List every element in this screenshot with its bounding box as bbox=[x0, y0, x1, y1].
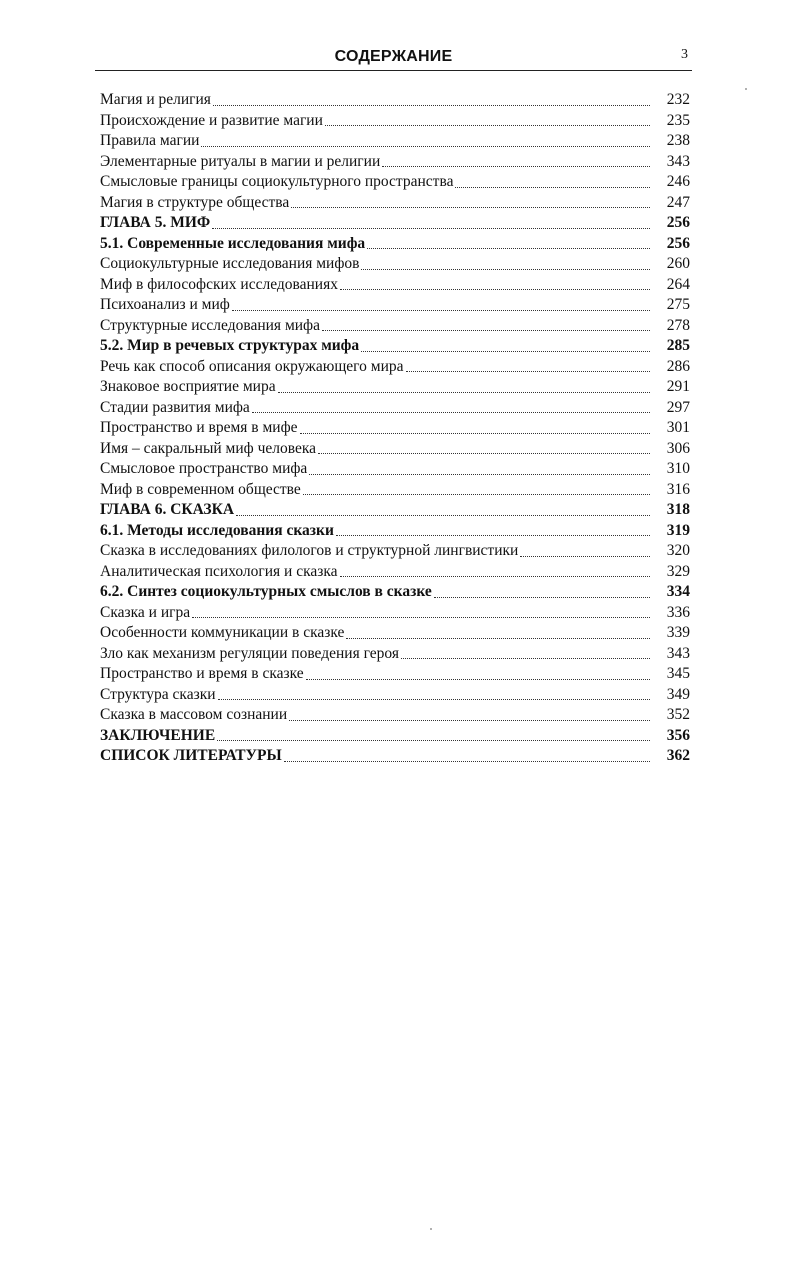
toc-entry bbox=[100, 193, 690, 214]
toc-entry bbox=[100, 480, 690, 501]
toc-entry-title: 6.2. Синтез социокультурных смыслов в сказке bbox=[100, 583, 432, 600]
toc-entry-title: Речь как способ описания окружающего мира bbox=[100, 357, 404, 375]
toc-entry bbox=[100, 398, 690, 419]
toc-heading-entry bbox=[100, 234, 690, 255]
toc-heading-entry bbox=[100, 746, 690, 767]
toc-entry-page: 306 bbox=[666, 439, 690, 457]
toc-entry bbox=[100, 418, 690, 439]
dot-leader bbox=[232, 310, 650, 311]
toc-entry-title: Знаковое восприятие мира bbox=[100, 378, 276, 395]
toc-heading-entry bbox=[100, 582, 690, 603]
toc-entry bbox=[100, 131, 690, 152]
toc-entry bbox=[100, 316, 690, 337]
dot-leader bbox=[434, 597, 650, 598]
toc-entry-page: 318 bbox=[666, 501, 690, 518]
dot-leader bbox=[455, 187, 650, 188]
toc-entry-title: Структурные исследования мифа bbox=[100, 316, 320, 334]
toc-entry-title: Происхождение и развитие магии bbox=[100, 111, 323, 129]
toc-entry-title: Психоанализ и миф bbox=[100, 296, 230, 313]
toc-entry-page: 278 bbox=[666, 316, 690, 334]
dot-leader bbox=[252, 412, 650, 413]
toc-entry-page: 235 bbox=[666, 111, 690, 129]
toc-entry-page: 275 bbox=[666, 296, 690, 313]
dot-leader bbox=[303, 494, 650, 495]
toc-entry-title: Сказка в массовом сознании bbox=[100, 706, 288, 723]
toc-entry bbox=[100, 541, 690, 562]
toc-entry-title: Пространство и время в сказке bbox=[100, 665, 304, 682]
toc-entry-page: 352 bbox=[666, 706, 690, 723]
toc-entry-title: Сказка в исследованиях филологов и структурной лингвистики bbox=[100, 542, 519, 559]
toc-entry-page: 310 bbox=[666, 460, 690, 477]
dot-leader bbox=[201, 146, 650, 147]
dot-leader bbox=[236, 515, 650, 516]
toc-entry-title: ГЛАВА 6. СКАЗКА bbox=[100, 501, 235, 518]
toc-entry-page: 291 bbox=[666, 378, 690, 395]
dot-leader bbox=[306, 679, 650, 680]
toc-entry bbox=[100, 705, 690, 726]
toc-entry-page: 285 bbox=[666, 337, 690, 354]
toc-entry-title: Смысловое пространство мифа bbox=[100, 460, 308, 477]
scan-speck bbox=[745, 88, 747, 90]
toc-entry-page: 319 bbox=[666, 521, 690, 539]
toc-entry-title: Зло как механизм регуляции поведения героя bbox=[100, 644, 399, 662]
running-header bbox=[95, 44, 692, 71]
toc-entry-title: ЗАКЛЮЧЕНИЕ bbox=[100, 726, 216, 744]
toc-entry-title: СПИСОК ЛИТЕРАТУРЫ bbox=[100, 747, 282, 764]
toc-entry bbox=[100, 152, 690, 173]
dot-leader bbox=[309, 474, 650, 475]
page-number: 3 bbox=[681, 47, 688, 62]
toc-entry bbox=[100, 377, 690, 398]
toc-heading-entry bbox=[100, 726, 690, 747]
dot-leader bbox=[217, 740, 650, 741]
dot-leader bbox=[325, 125, 650, 126]
toc-heading-entry bbox=[100, 521, 690, 542]
dot-leader bbox=[361, 269, 650, 270]
toc-entry-page: 349 bbox=[666, 685, 690, 703]
toc-entry bbox=[100, 459, 690, 480]
scan-speck bbox=[430, 1228, 432, 1230]
toc-entry-page: 260 bbox=[666, 255, 690, 272]
toc-entry bbox=[100, 439, 690, 460]
toc-entry-page: 256 bbox=[666, 214, 690, 231]
dot-leader bbox=[284, 761, 650, 762]
dot-leader bbox=[291, 207, 650, 208]
toc-entry-title: Миф в современном обществе bbox=[100, 480, 301, 498]
toc-entry bbox=[100, 562, 690, 583]
dot-leader bbox=[322, 330, 650, 331]
toc-entry-title: Структура сказки bbox=[100, 685, 216, 703]
toc-entry-page: 316 bbox=[666, 480, 690, 498]
toc-entry bbox=[100, 90, 690, 111]
toc-entry-page: 256 bbox=[666, 234, 690, 252]
dot-leader bbox=[300, 433, 651, 434]
toc-entry bbox=[100, 603, 690, 624]
dot-leader bbox=[340, 289, 650, 290]
dot-leader bbox=[289, 720, 650, 721]
toc-heading-entry bbox=[100, 336, 690, 357]
toc-entry-page: 345 bbox=[666, 665, 690, 682]
dot-leader bbox=[367, 248, 650, 249]
toc-entry-title: Пространство и время в мифе bbox=[100, 419, 298, 436]
toc-entry-title: Социокультурные исследования мифов bbox=[100, 255, 360, 272]
toc-entry-page: 356 bbox=[666, 726, 690, 744]
dot-leader bbox=[318, 453, 650, 454]
toc-entry-page: 343 bbox=[666, 644, 690, 662]
toc-entry bbox=[100, 664, 690, 685]
toc-entry-title: ГЛАВА 5. МИФ bbox=[100, 214, 211, 231]
dot-leader bbox=[218, 699, 650, 700]
dot-leader bbox=[213, 105, 650, 106]
table-of-contents bbox=[100, 90, 690, 767]
toc-entry-title: 5.2. Мир в речевых структурах мифа bbox=[100, 337, 360, 354]
toc-entry-page: 339 bbox=[666, 624, 690, 641]
toc-entry bbox=[100, 172, 690, 193]
toc-entry bbox=[100, 644, 690, 665]
toc-entry bbox=[100, 357, 690, 378]
toc-entry-title: Имя – сакральный миф человека bbox=[100, 439, 317, 457]
toc-entry-title: Правила магии bbox=[100, 132, 200, 149]
toc-entry-page: 329 bbox=[666, 562, 690, 580]
toc-entry-page: 246 bbox=[666, 173, 690, 190]
toc-entry-page: 362 bbox=[666, 747, 690, 764]
toc-entry-page: 320 bbox=[666, 542, 690, 559]
toc-entry-title: Особенности коммуникации в сказке bbox=[100, 624, 345, 641]
dot-leader bbox=[336, 535, 650, 536]
toc-entry-title: 5.1. Современные исследования мифа bbox=[100, 234, 366, 252]
dot-leader bbox=[361, 351, 650, 352]
toc-entry-page: 232 bbox=[666, 91, 690, 108]
toc-entry-page: 238 bbox=[666, 132, 690, 149]
toc-entry-page: 297 bbox=[666, 398, 690, 416]
toc-entry-title: Сказка и игра bbox=[100, 603, 191, 621]
toc-entry-title: Стадии развития мифа bbox=[100, 398, 250, 416]
toc-entry-page: 343 bbox=[666, 152, 690, 170]
dot-leader bbox=[278, 392, 650, 393]
toc-entry-title: Аналитическая психология и сказка bbox=[100, 562, 338, 580]
toc-entry-page: 286 bbox=[666, 357, 690, 375]
toc-entry-page: 336 bbox=[666, 603, 690, 621]
toc-heading-entry bbox=[100, 213, 690, 234]
dot-leader bbox=[346, 638, 650, 639]
toc-entry bbox=[100, 275, 690, 296]
toc-entry bbox=[100, 295, 690, 316]
dot-leader bbox=[406, 371, 651, 372]
dot-leader bbox=[212, 228, 650, 229]
dot-leader bbox=[401, 658, 650, 659]
toc-entry bbox=[100, 623, 690, 644]
toc-entry-title: Миф в философских исследованиях bbox=[100, 275, 338, 293]
toc-heading-entry bbox=[100, 500, 690, 521]
toc-entry-title: Магия в структуре общества bbox=[100, 193, 290, 211]
toc-entry bbox=[100, 111, 690, 132]
toc-entry-title: Элементарные ритуалы в магии и религии bbox=[100, 152, 381, 170]
toc-entry-page: 334 bbox=[666, 583, 690, 600]
toc-entry-page: 301 bbox=[666, 419, 690, 436]
toc-entry-page: 264 bbox=[666, 275, 690, 293]
toc-entry-page: 247 bbox=[666, 193, 690, 211]
toc-entry-title: 6.1. Методы исследования сказки bbox=[100, 521, 334, 539]
toc-entry bbox=[100, 254, 690, 275]
dot-leader bbox=[192, 617, 650, 618]
toc-entry-title: Смысловые границы социокультурного пространства bbox=[100, 173, 454, 190]
dot-leader bbox=[340, 576, 650, 577]
dot-leader bbox=[520, 556, 650, 557]
toc-entry bbox=[100, 685, 690, 706]
dot-leader bbox=[382, 166, 650, 167]
toc-entry-title: Магия и религия bbox=[100, 91, 211, 108]
page-title: СОДЕРЖАНИЕ bbox=[334, 48, 453, 65]
